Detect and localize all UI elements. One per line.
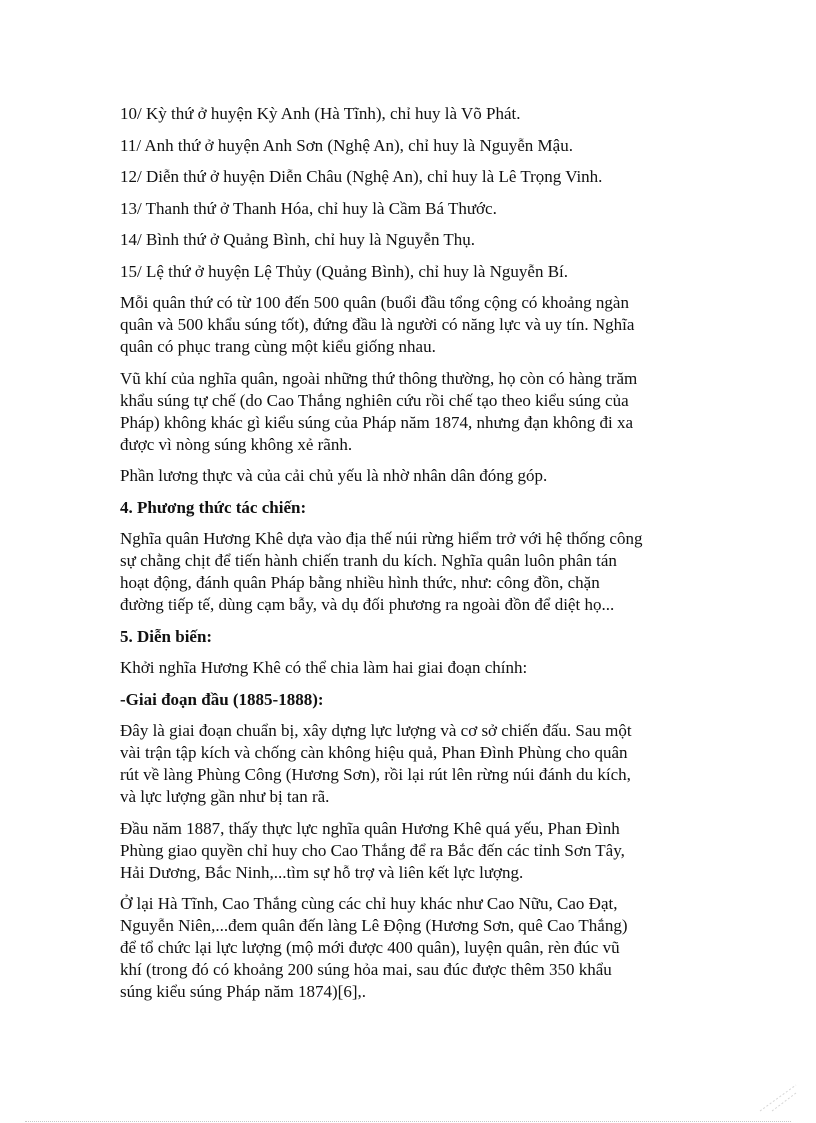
list-item-12: 12/ Diễn thứ ở huyện Diễn Châu (Nghệ An), chỉ huy là Lê Trọng Vinh. bbox=[120, 167, 603, 186]
paragraph-line: hoạt động, đánh quân Pháp bằng nhiều hình thức, như: công đồn, chặn bbox=[120, 573, 600, 592]
paragraph-line: súng kiểu súng Pháp năm 1874)[6],. bbox=[120, 982, 367, 1001]
paragraph-line: Pháp) không khác gì kiểu súng của Pháp năm 1874, nhưng đạn không đi xa bbox=[120, 412, 633, 432]
paragraph-intro: Khởi nghĩa Hương Khê có thể chia làm hai giai đoạn chính: bbox=[120, 658, 528, 677]
list-item-14: 14/ Bình thứ ở Quảng Bình, chỉ huy là Nguyễn Thụ. bbox=[120, 230, 476, 249]
paragraph-food: Phần lương thực và của cải chủ yếu là nhờ nhân dân đóng góp. bbox=[120, 466, 548, 485]
section-heading-events: 5. Diễn biến: bbox=[120, 626, 213, 646]
paragraph-line: Đây là giai đoạn chuẩn bị, xây dựng lực lượng và cơ sở chiến đấu. Sau một bbox=[120, 721, 632, 740]
list-item-15: 15/ Lệ thứ ở huyện Lệ Thủy (Quảng Bình), chỉ huy là Nguyễn Bí. bbox=[120, 261, 569, 281]
paragraph-ha-tinh bbox=[120, 893, 700, 1003]
paragraph-line: Mỗi quân thứ có từ 100 đến 500 quân (buổi đầu tổng cộng có khoảng ngàn bbox=[120, 293, 629, 312]
paragraph-line: và lực lượng gần như bị tan rã. bbox=[120, 787, 330, 806]
page-bottom-rule bbox=[25, 1121, 791, 1122]
paragraph-line: quân có phục trang cùng một kiểu giống nhau. bbox=[120, 337, 436, 356]
paragraph-line: Phùng giao quyền chỉ huy cho Cao Thắng để ra Bắc đến các tỉnh Sơn Tây, bbox=[120, 840, 625, 860]
paragraph-troops bbox=[120, 292, 700, 358]
list-item-11: 11/ Anh thứ ở huyện Anh Sơn (Nghệ An), chỉ huy là Nguyễn Mậu. bbox=[120, 135, 573, 155]
list-item-13: 13/ Thanh thứ ở Thanh Hóa, chỉ huy là Cầm Bá Thước. bbox=[120, 198, 497, 218]
paragraph-line: sự chằng chịt để tiến hành chiến tranh du kích. Nghĩa quân luôn phân tán bbox=[120, 551, 617, 570]
list-item-10: 10/ Kỳ thứ ở huyện Kỳ Anh (Hà Tĩnh), chỉ huy là Võ Phát. bbox=[120, 104, 521, 123]
paragraph-line: Hải Dương, Bắc Ninh,...tìm sự hỗ trợ và liên kết lực lượng. bbox=[120, 862, 524, 882]
paragraph-line: quân và 500 khẩu súng tốt), đứng đầu là người có năng lực và uy tín. Nghĩa bbox=[120, 315, 635, 334]
paragraph-line: đường tiếp tế, dùng cạm bẫy, và dụ đối phương ra ngoài đồn để diệt họ... bbox=[120, 595, 615, 614]
paragraph-phase-1 bbox=[120, 720, 700, 808]
paragraph-weapons bbox=[120, 368, 700, 456]
section-heading-tactics: 4. Phương thức tác chiến: bbox=[120, 497, 307, 517]
document-page bbox=[120, 103, 700, 1013]
paragraph-line: rút về làng Phùng Công (Hương Sơn), rồi lại rút lên rừng núi đánh du kích, bbox=[120, 765, 631, 784]
page-corner-mark bbox=[758, 1083, 798, 1113]
paragraph-1887 bbox=[120, 818, 700, 884]
paragraph-line: khẩu súng tự chế (do Cao Thắng nghiên cứu rồi chế tạo theo kiểu súng của bbox=[120, 390, 629, 410]
paragraph-line: Vũ khí của nghĩa quân, ngoài những thứ thông thường, họ còn có hàng trăm bbox=[120, 368, 638, 388]
paragraph-tactics bbox=[120, 528, 700, 616]
paragraph-line: Nghĩa quân Hương Khê dựa vào địa thế núi rừng hiểm trở với hệ thống công bbox=[120, 529, 643, 548]
paragraph-line: vài trận tập kích và chống càn không hiệu quả, Phan Đình Phùng cho quân bbox=[120, 743, 628, 762]
paragraph-line: khí (trong đó có khoảng 200 súng hỏa mai, sau đúc được thêm 350 khẩu bbox=[120, 960, 612, 979]
paragraph-line: để tổ chức lại lực lượng (mộ mới được 400 quân), luyện quân, rèn đúc vũ bbox=[120, 938, 620, 957]
paragraph-line: được vì nòng súng không xẻ rãnh. bbox=[120, 434, 353, 454]
paragraph-line: Ở lại Hà Tĩnh, Cao Thắng cùng các chỉ huy khác như Cao Nữu, Cao Đạt, bbox=[120, 894, 618, 913]
paragraph-line: Nguyễn Niên,...đem quân đến làng Lê Động (Hương Sơn, quê Cao Thắng) bbox=[120, 916, 628, 935]
paragraph-line: Đầu năm 1887, thấy thực lực nghĩa quân Hương Khê quá yếu, Phan Đình bbox=[120, 818, 620, 838]
subheading-phase-1: -Giai đoạn đầu (1885-1888): bbox=[120, 689, 324, 709]
